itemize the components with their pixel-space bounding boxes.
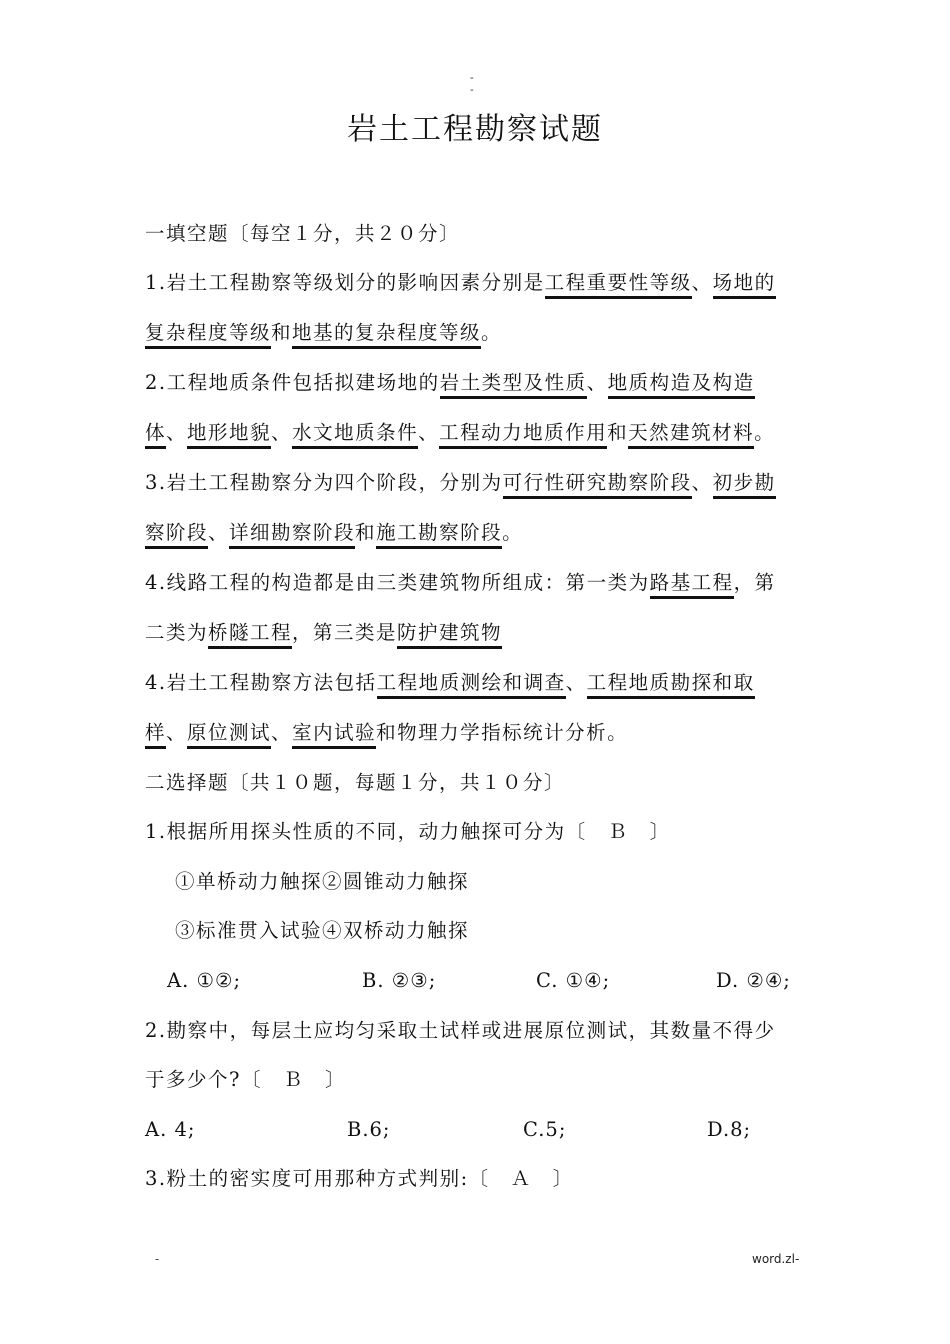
mc-question-1-option-c: C. ①④; — [536, 969, 611, 992]
header-mark: - — [470, 83, 474, 96]
mc-question-1-stem: 1.根据所用探头性质的不同，动力触探可分为〔 Ｂ 〕 — [145, 820, 671, 843]
mc-question-2-option-d: D.8; — [707, 1118, 752, 1141]
question-5-line-1: 4.岩土工程勘察方法包括工程地质测绘和调查、工程地质勘探和取 — [145, 668, 807, 698]
page-title: 岩土工程勘察试题 — [347, 112, 603, 147]
mc-question-1-option-d: D. ②④; — [716, 969, 791, 992]
mc-question-1-option-a: A. ①②; — [167, 969, 242, 992]
question-3-line-1: 3.岩土工程勘察分为四个阶段，分别为可行性研究勘察阶段、初步勘 — [145, 468, 807, 498]
question-4-line-1: 4.线路工程的构造都是由三类建筑物所组成：第一类为路基工程，第 — [145, 568, 807, 598]
section2-heading: 二选择题〔共１０题，每题１分，共１０分〕 — [145, 771, 566, 794]
section1-heading: 一填空题〔每空１分，共２０分〕 — [145, 222, 461, 245]
question-5-line-2: 样、原位测试、室内试验和物理力学指标统计分析。 — [145, 718, 807, 748]
mc-question-2-stem-line-2: 于多少个?〔 Ｂ 〕 — [145, 1068, 346, 1091]
question-1-line-2: 复杂程度等级和地基的复杂程度等级。 — [145, 318, 807, 348]
mc-question-1-option-b: B. ②③; — [362, 969, 437, 992]
question-2-line-1: 2.工程地质条件包括拟建场地的岩土类型及性质、地质构造及构造 — [145, 368, 807, 398]
mc-question-1-item: ③标准贯入试验④双桥动力触探 — [175, 919, 470, 942]
question-2-line-2: 体、地形地貌、水文地质条件、工程动力地质作用和天然建筑材料。 — [145, 418, 807, 448]
question-3-line-2: 察阶段、详细勘察阶段和施工勘察阶段。 — [145, 518, 807, 548]
mc-question-1-item: ①单桥动力触探②圆锥动力触探 — [175, 870, 470, 893]
mc-question-2-option-b: B.6; — [347, 1118, 391, 1141]
mc-question-3-stem: 3.粉土的密实度可用那种方式判别:〔 Ａ 〕 — [145, 1167, 574, 1190]
question-1-line-1: 1.岩土工程勘察等级划分的影响因素分别是工程重要性等级、场地的 — [145, 268, 807, 298]
mc-question-2-stem-line-1: 2.勘察中，每层土应均匀采取土试样或进展原位测试，其数量不得少 — [145, 1019, 776, 1042]
footer-source-text: word.zl- — [752, 1252, 800, 1266]
mc-question-2-option-c: C.5; — [523, 1118, 567, 1141]
question-4-line-2: 二类为桥隧工程，第三类是防护建筑物 — [145, 618, 807, 648]
header-mark: - — [470, 71, 474, 84]
mc-question-2-option-a: A. 4; — [145, 1118, 196, 1141]
footer-left-mark: - — [155, 1252, 160, 1266]
